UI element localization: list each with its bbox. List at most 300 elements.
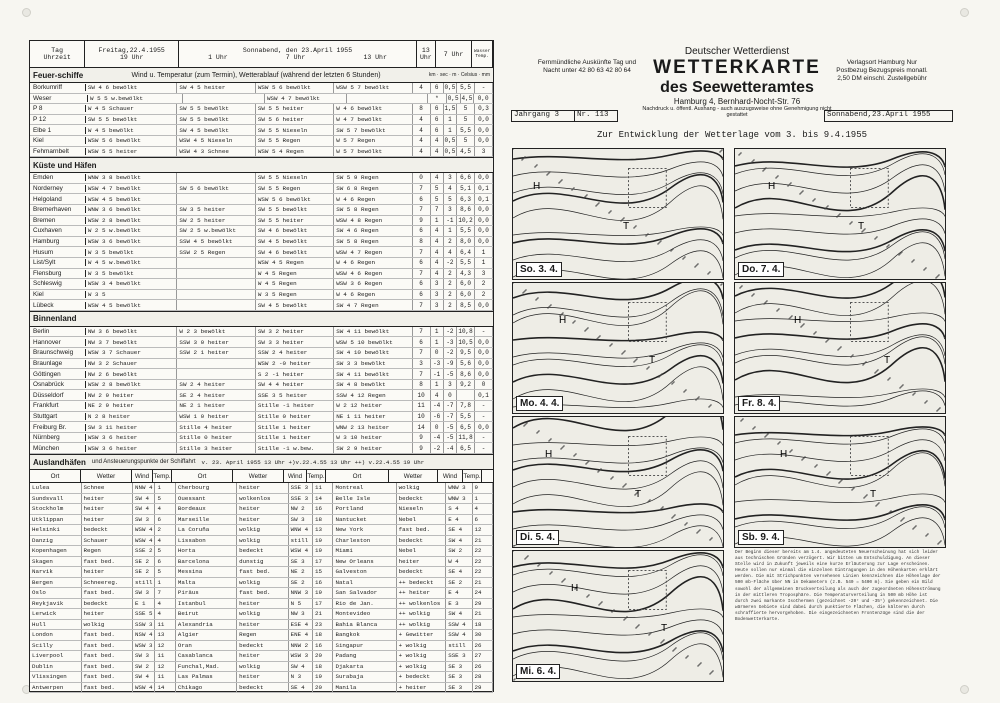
isobar-line [513,504,723,513]
value-cell: 10 [413,390,431,400]
stipple-dot [513,283,514,284]
ausland-cell: Oran [176,641,237,651]
stipple-dot [588,594,589,595]
feuerschiffe-title: Feuer-schiffe [33,70,84,80]
value-cell: 4 [431,247,444,257]
value-cell: - [475,412,493,422]
table-row [30,279,493,290]
value-cell: 8 [413,104,431,114]
obs-13h [347,94,429,104]
stipple-dot [776,176,777,177]
ausland-cell: SSW 3 [133,620,155,630]
stipple-dot [765,167,766,168]
stipple-dot [522,158,523,159]
obs-19h: WSW 4 5 bewölkt [86,300,178,310]
table-row [30,494,493,505]
stipple-dot [694,266,695,267]
stipple-dot [620,220,621,221]
stipple-dot [826,340,827,341]
stipple-dot [753,159,754,160]
obs-1h [177,290,255,300]
feuerschiffe-rows [30,83,493,157]
isobar-line [735,505,945,520]
stipple-dot [673,515,674,516]
value-cell: 3 [431,300,444,310]
table-row [30,327,493,338]
isobar-drawing [513,551,723,681]
value-cell: 0,0 [475,216,493,226]
stipple-dot [887,245,888,246]
stipple-dot [914,392,915,393]
stipple-dot [596,204,597,205]
stipple-dot [599,335,600,336]
stipple-dot [720,150,721,151]
stipple-dot [634,360,635,361]
stipple-dot [609,345,610,346]
table-row [30,641,493,652]
stipple-dot [587,327,588,328]
table-row [30,216,493,227]
stipple-dot [708,406,709,407]
station-name: Fehmarnbelt [30,148,86,155]
ausland-cell: wolkig [237,609,289,619]
obs-7h: W 3 5 Regen [256,290,334,300]
ausland-cell: Bergen [30,578,82,588]
stipple-dot [827,339,828,340]
binnenland-title: Binnenland [33,314,77,324]
stipple-dot [513,417,514,418]
ausland-cell: fast bed. [237,567,289,577]
value-cell: 4 [431,226,444,236]
obs-7h: WSW 2 -0 heiter [256,359,334,369]
stipple-dot [526,422,527,423]
ausland-cell: SE 2 [446,578,472,588]
stipple-dot [561,447,562,448]
ausland-cell: ++ wolkenlos [397,599,447,609]
stipple-dot [790,182,791,183]
stipple-dot [671,517,672,518]
value-cell: 4 [413,83,431,93]
ausland-cell: La Coruña [176,525,237,535]
ausland-cell: 6 [155,515,175,525]
ausland-cell: 19 [313,672,333,682]
obs-13h: W 4 6 bewölkt [334,104,412,114]
station-name: Hannover [30,339,86,346]
stipple-dot [709,271,710,272]
obs-7h: Stille 1 heiter [256,433,334,443]
obs-13h: SW 4 7 Regen [334,300,412,310]
ausland-cell: SW 2 [133,662,155,672]
obs-13h: NE 1 11 heiter [334,412,412,422]
ausland-cell: Helsinki [30,525,82,535]
stipple-dot [741,419,742,420]
value-cell: 2 [444,269,457,279]
value-cell: 9 [413,443,431,453]
obs-7h: WSW 5 6 bewölkt [256,194,334,204]
obs-13h: WSW 4 7 Regen [334,247,412,257]
stipple-dot [840,480,841,481]
ausland-cell: Montevideo [333,609,396,619]
value-cell: -1 [431,369,444,379]
time-7: 7 Uhr [285,54,306,61]
station-name: Norderney [30,185,86,192]
ausland-cell: Algier [176,630,237,640]
obs-1h: Stille 3 heiter [177,443,255,453]
obs-19h: WNW 3 6 bewölkt [86,205,178,215]
stipple-dot [684,390,685,391]
weather-map-panel [734,148,946,280]
value-cell: 7 [413,300,431,310]
obs-19h: WSW 3 6 heiter [86,443,178,453]
obs-13h: SW 3 3 bewölkt [334,359,412,369]
ausland-cell: 11 [155,651,175,661]
jahrgang: Jahrgang 3 [511,110,575,122]
stipple-dot [828,338,829,339]
ausland-cell: NE 2 [289,567,313,577]
stipple-dot [902,518,903,519]
punch-hole [22,8,31,17]
obs-19h: W 3 5 bewölkt [86,269,178,279]
pressure-center-marker: H [533,181,541,192]
issue-bar [511,110,953,122]
stipple-dot [926,400,927,401]
obs-7h: W 4 5 Regen [256,279,334,289]
table-row [30,125,493,136]
feuerschiffe-section-header [30,68,493,83]
pressure-center-marker: T [858,221,865,232]
stipple-dot [789,183,790,184]
day1-label: Freitag,22.4.1955 [98,47,165,54]
stipple-dot [937,275,938,276]
value-cell: 0,0 [475,369,493,379]
ausland-subtitle: und Ansteuerungspunkte der Schiffahrt [91,459,196,465]
value-cell: 6,0 [457,290,475,300]
isobar-line [735,324,945,339]
stipple-dot [838,348,839,349]
stipple-dot [524,424,525,425]
stipple-dot [913,527,914,528]
ausland-cell: 15 [313,567,333,577]
table-row [30,104,493,115]
value-cell: * [428,94,447,104]
stipple-dot [595,205,596,206]
stipple-dot [740,286,741,287]
ausland-cell: 21 [473,609,493,619]
ausland-cell: 11 [155,672,175,682]
isobar-line [513,291,723,326]
value-cell: 7 [431,205,444,215]
ausland-cell: + wolkig [397,641,447,651]
value-cell: 6 [413,337,431,347]
main-title: WETTERKARTE [653,57,821,78]
stipple-dot [863,497,864,498]
ausland-cell: Scilly [30,641,82,651]
stipple-dot [938,408,939,409]
value-cell: 5 [431,194,444,204]
obs-1h [177,269,255,279]
station-name: München [30,445,86,452]
stipple-dot [585,463,586,464]
obs-1h: SW 5 5 bewölkt [177,115,255,125]
stipple-dot [814,198,815,199]
ausland-cell: S 4 [446,504,472,514]
ausland-cell: Chikago [176,683,237,693]
weather-map-panel [512,416,724,548]
stipple-dot [622,352,623,353]
value-cell: 0,3 [475,104,493,114]
ausland-cell: 18 [473,620,493,630]
value-cell: 6 [431,104,444,114]
ausland-cell: SW 2 [446,546,472,556]
obs-1h: Stille 0 heiter [177,433,255,443]
isobar-line [513,283,723,300]
table-row [30,380,493,391]
obs-13h: W 2 12 heiter [334,401,412,411]
table-row [30,269,493,280]
stipple-dot [537,565,538,566]
stipple-dot [610,210,611,211]
ausland-cell: SW 4 [133,504,155,514]
ausland-cell: SE 2 [133,557,155,567]
ausland-cell: Danzig [30,536,82,546]
station-name: Cuxhaven [30,227,86,234]
stipple-dot [925,267,926,268]
stipple-dot [695,265,696,266]
value-cell: 0,0 [475,226,493,236]
stipple-dot [571,189,572,190]
table-row [30,588,493,599]
stipple-dot [634,226,635,227]
ausland-cell: Regen [237,630,289,640]
issue-spacer [618,110,824,122]
value-cell: -5 [444,422,457,432]
stipple-dot [711,671,712,672]
value-cell: 9,5 [457,348,475,358]
ausland-cell: Liverpool [30,651,82,661]
value-cell: 9 [413,216,431,226]
value-cell: 4 [431,147,444,157]
table-row [30,536,493,547]
address: Hamburg 4, Bernhard-Nocht-Str. 76 [673,97,801,106]
ausland-cell: 22 [473,567,493,577]
stipple-dot [901,519,902,520]
table-row [30,226,493,237]
stipple-dot [637,625,638,626]
value-cell: 5,6 [457,359,475,369]
obs-19h: W 3 5 [86,290,178,300]
stipple-dot [899,387,900,388]
stipple-dot [753,293,754,294]
table-row [30,433,493,444]
value-cell: 4 [444,247,457,257]
stipple-dot [938,542,939,543]
ausland-cell: 11 [313,483,333,493]
obs-1h: SSW 4 5 bewölkt [177,237,255,247]
stipple-dot [741,285,742,286]
value-cell: - [475,83,493,93]
ausland-cell: SW 4 [133,672,155,682]
obs-7h: SW 4 5 bewölkt [256,237,334,247]
stipple-dot [825,341,826,342]
stipple-dot [559,181,560,182]
stipple-dot [754,426,755,427]
ausland-col-header: Temp. [463,470,482,482]
units-note: km · sec · m · Celsius · mm [428,72,490,78]
stipple-dot [937,409,938,410]
ausland-cell: Natal [333,578,396,588]
stipple-dot [537,297,538,298]
time-1: 1 Uhr [208,54,228,61]
obs-7h: Stille 1 heiter [256,422,334,432]
stipple-dot [546,174,547,175]
stipple-dot [621,353,622,354]
stipple-dot [662,506,663,507]
stipple-dot [573,321,574,322]
kueste-title: Küste und Häfen [33,160,97,170]
ausland-column-headers [30,470,493,483]
map-date-label: So. 3. 4. [516,262,562,277]
ausland-cell: Schauer [82,536,134,546]
stipple-dot [587,595,588,596]
stipple-dot [547,307,548,308]
ausland-col-header: Wind [438,470,463,482]
isobar-line [513,332,723,341]
ausland-cell: 4 [155,504,175,514]
stipple-dot [801,191,802,192]
stipple-dot [804,456,805,457]
stipple-dot [513,679,514,680]
binnenland-section-header [30,311,493,327]
ausland-cell: fast bed. [397,525,447,535]
stipple-dot [648,634,649,635]
obs-1h: SSW 2 5 Regen [177,247,255,257]
ausland-cell: bedeckt [82,599,134,609]
isobar-line [735,440,945,462]
stipple-dot [865,495,866,496]
stipple-dot [849,223,850,224]
stipple-dot [876,370,877,371]
ausland-cell: Schneereg. [82,578,134,588]
obs-1h: SW 4 5 heiter [177,83,255,93]
stipple-dot [874,238,875,239]
obs-19h: W 4 5 w.bewölkt [86,258,178,268]
stipple-dot [799,193,800,194]
stipple-dot [658,376,659,377]
stipple-dot [766,434,767,435]
ausland-rows [30,483,493,693]
ausland-cell: heiter [82,494,134,504]
ausland-cell: 12 [473,525,493,535]
table-row [30,300,493,311]
stipple-dot [710,538,711,539]
stipple-dot [826,206,827,207]
value-cell: 5 [444,194,457,204]
value-cell: 6,4 [457,247,475,257]
isobar-line [513,356,723,384]
value-cell: -1 [444,216,457,226]
obs-7h: Stille -1 w.bew. [256,443,334,453]
value-cell: - [475,327,493,337]
stipple-dot [649,633,650,634]
isobar-line [735,208,945,217]
stipple-dot [562,446,563,447]
stipple-dot [887,379,888,380]
ausland-cell: WNW 4 [289,525,313,535]
stipple-dot [626,616,627,617]
stipple-dot [862,364,863,365]
ausland-cell: London [30,630,82,640]
stipple-dot [802,190,803,191]
table-row [30,337,493,348]
value-cell: 0,0 [475,136,493,146]
table-row [30,557,493,568]
table-row [30,247,493,258]
ausland-cell: fast bed. [82,662,134,672]
stipple-dot [659,241,660,242]
stipple-dot [686,656,687,657]
ausland-cell: 12 [155,662,175,672]
value-cell: 6 [431,115,444,125]
stipple-dot [801,459,802,460]
ausland-cell: Bordeaux [176,504,237,514]
ausland-cell: NNW 3 [289,588,313,598]
ausland-cell: Djakarta [333,662,396,672]
ausland-col-header: Ort [326,470,389,482]
stipple-dot [687,655,688,656]
stipple-dot [699,663,700,664]
stipple-dot [828,472,829,473]
ausland-cell: heiter [237,599,289,609]
ausland-cell: SW 4 [446,536,472,546]
stipple-dot [789,451,790,452]
obs-7h: Stille 0 heiter [256,412,334,422]
obs-7h: WSW 5 6 bewölkt [256,83,334,93]
ausland-cell: WNW 3 [446,483,472,493]
stipple-dot [936,276,937,277]
stipple-dot [598,336,599,337]
ausland-cell: 26 [473,641,493,651]
obs-7h: SW 5 5 Nieseln [256,125,334,135]
value-cell: 8,6 [457,369,475,379]
ausland-cell: SW 4 [289,662,313,672]
table-row [30,422,493,433]
obs-19h: NW 3 6 bewölkt [86,327,178,337]
stipple-dot [863,363,864,364]
wellen-time: 7 Uhr [443,50,464,58]
stipple-dot [752,160,753,161]
stipple-dot [709,405,710,406]
stipple-dot [696,532,697,533]
obs-13h: SW 4 11 bewölkt [334,369,412,379]
ausland-cell: Padang [333,651,396,661]
stipple-dot [585,329,586,330]
value-cell: 6,0 [457,279,475,289]
stipple-dot [779,441,780,442]
ausland-cell: Beirut [176,609,237,619]
stipple-dot [562,312,563,313]
ausland-cell: 29 [473,683,493,693]
pressure-center-marker: T [870,489,877,500]
stipple-dot [874,372,875,373]
stipple-dot [877,369,878,370]
stipple-dot [827,205,828,206]
ausland-cell: Sundsvall [30,494,82,504]
obs-13h: WSW 5 10 bewölkt [334,337,412,347]
stipple-dot [682,258,683,259]
table-row [30,504,493,515]
table-row [30,115,493,126]
ausland-cell: E 4 [446,515,472,525]
